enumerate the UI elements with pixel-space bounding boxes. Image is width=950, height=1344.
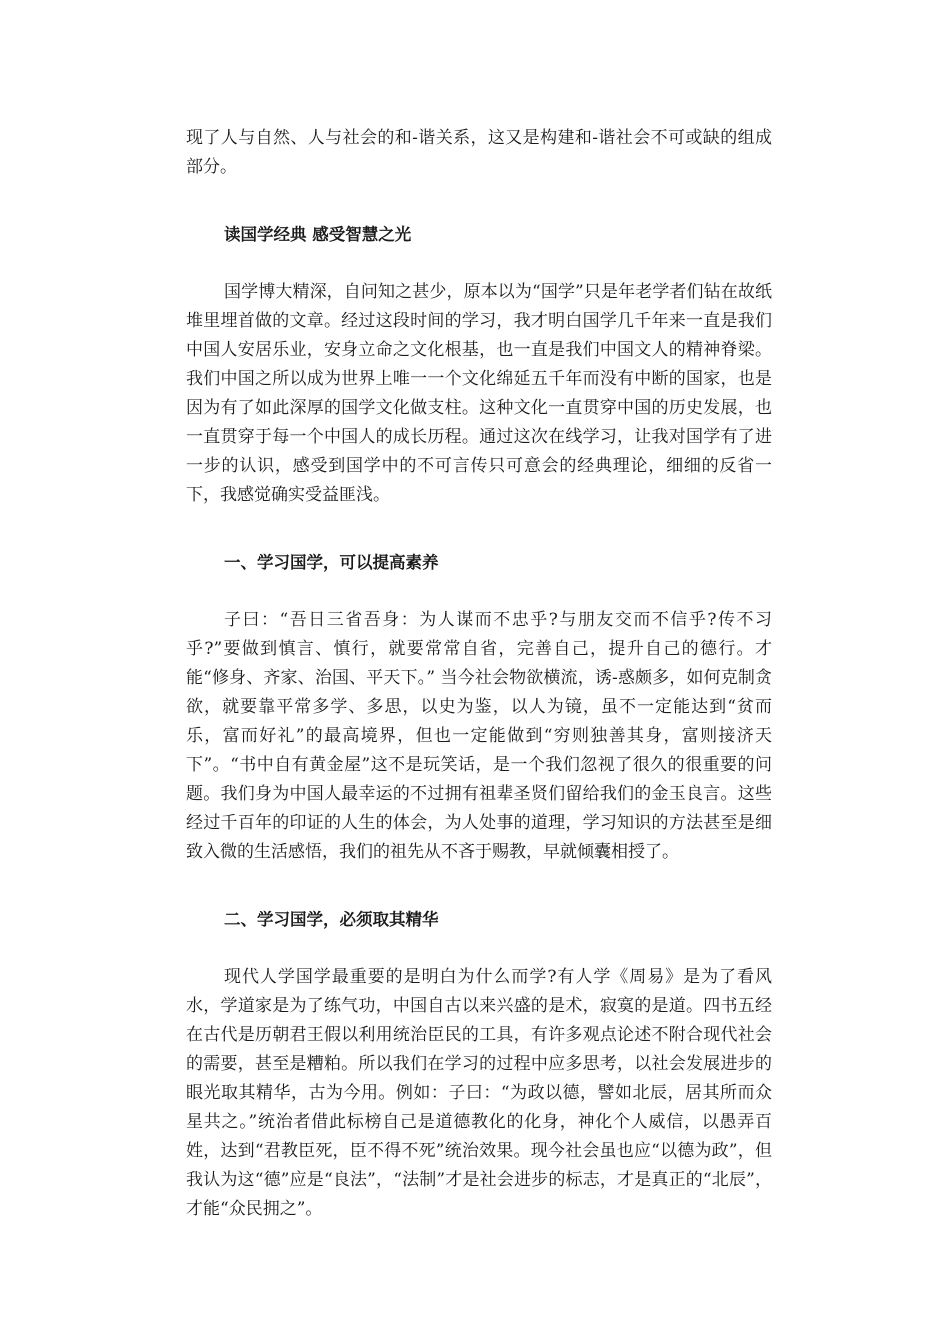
title-heading: 读国学经典 感受智慧之光 [224, 225, 412, 244]
paragraph-section-1: 子曰：“吾日三省吾身：为人谋而不忠乎?与朋友交而不信乎?传不习乎?”要做到慎言、慎行，就要常常自省，完善自己，提升自己的德行。才能“修身、齐家、治国、平天下。” 当今社会物欲横流，诱-惑颇多，如何克制贪欲，就要靠平常多学、多思，以史为鉴，以人为镜，虽不一定能达到“贫而乐，富而好礼”的最高境界，但也一定能做到“穷则独善其身，富则接济天下”。“书中自有黄金屋”这不是玩笑话，是一个我们忽视了很久的很重要的问题。我们身为中国人最幸运的不过拥有祖辈圣贤们留给我们的金玉良言。这些经过千百年的印证的人生的体会，为人处事的道理，学习知识的方法甚至是细致入微的生活感悟，我们的祖先从不吝于赐教，早就倾囊相授了。 [186, 610, 772, 862]
paragraph-section-2: 现代人学国学最重要的是明白为什么而学?有人学《周易》是为了看风水，学道家是为了练气功，中国自古以来兴盛的是术，寂寞的是道。四书五经在古代是历朝君王假以利用统治臣民的工具，有许多观点论述不附合现代社会的需要，甚至是糟粕。所以我们在学习的过程中应多思考，以社会发展进步的眼光取其精华，古为今用。例如：子曰：“为政以德，譬如北辰，居其所而众星共之。”统治者借此标榜自己是道德教化的化身，神化个人威信，以愚弄百姓，达到“君教臣死，臣不得不死”统治效果。现今社会虽也应“以德为政”，但我认为这“德”应是“良法”，“法制”才是社会进步的标志，才是真正的“北辰”，才能“众民拥之”。 [186, 967, 772, 1219]
document-body [186, 124, 772, 1224]
paragraph-intro-guoxue: 国学博大精深，自问知之甚少，原本以为“国学”只是年老学者们钻在故纸堆里埋首做的文章。经过这段时间的学习，我才明白国学几千年来一直是我们中国人安居乐业，安身立命之文化根基，也一直是我们中国文人的精神脊梁。我们中国之所以成为世界上唯一一个文化绵延五千年而没有中断的国家，也是因为有了如此深厚的国学文化做支柱。这种文化一直贯穿中国的历史发展，也一直贯穿于每一个中国人的成长历程。通过这次在线学习，让我对国学有了进一步的认识，感受到国学中的不可言传只可意会的经典理论，细细的反省一下，我感觉确实受益匪浅。 [186, 282, 772, 505]
section-heading-1: 一、学习国学，可以提高素养 [224, 553, 439, 572]
intro-paragraph: 现了人与自然、人与社会的和-谐关系，这又是构建和-谐社会不可或缺的组成部分。 [186, 128, 772, 177]
section-heading-2: 二、学习国学，必须取其精华 [224, 910, 439, 929]
